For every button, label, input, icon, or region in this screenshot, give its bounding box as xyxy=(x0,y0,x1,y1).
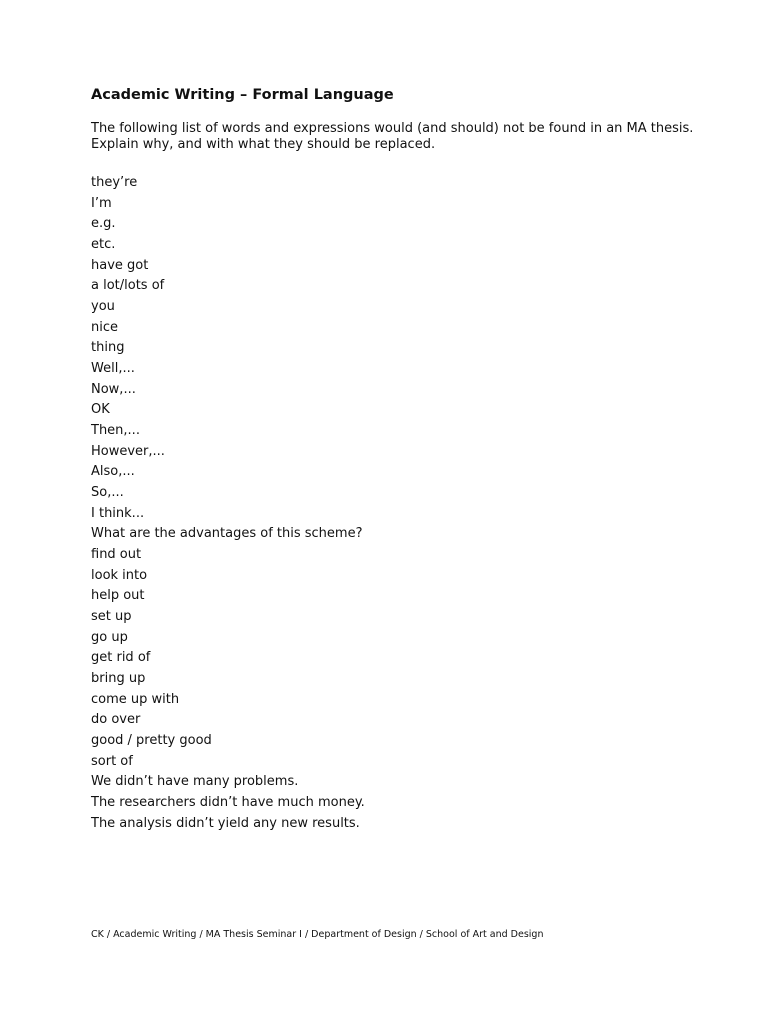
list-item: come up with xyxy=(91,691,180,707)
list-item: Well,... xyxy=(91,361,135,377)
list-item: nice xyxy=(91,319,118,335)
list-item: they’re xyxy=(91,175,138,190)
list-item: sort of xyxy=(91,753,133,769)
list-item: help out xyxy=(91,588,145,604)
list-item: set up xyxy=(91,609,132,625)
list-item: have got xyxy=(91,257,149,273)
list-item: However,... xyxy=(91,443,165,459)
list-item: you xyxy=(91,299,115,315)
list-item: get rid of xyxy=(91,650,151,666)
list-item: look into xyxy=(91,567,148,583)
list-item: OK xyxy=(91,402,110,418)
intro-line: Explain why, and with what they should be replaced. xyxy=(91,137,436,152)
list-item: good / pretty good xyxy=(91,733,212,749)
list-item: What are the advantages of this scheme? xyxy=(91,526,363,542)
list-item: The analysis didn’t yield any new results. xyxy=(91,815,360,831)
document-title: Academic Writing – Formal Language xyxy=(91,87,394,103)
list-item: Then,... xyxy=(91,423,140,439)
list-item: do over xyxy=(91,712,141,728)
list-item: thing xyxy=(91,340,125,356)
intro-paragraph xyxy=(91,121,731,153)
informal-expressions-list xyxy=(91,174,365,836)
list-item: So,... xyxy=(91,485,124,501)
list-item: a lot/lots of xyxy=(91,278,165,294)
list-item: I think... xyxy=(91,505,145,521)
list-item: Now,... xyxy=(91,381,136,397)
list-item: find out xyxy=(91,547,142,563)
page-footer: CK / Academic Writing / MA Thesis Seminar I / Department of Design / School of Art and Design xyxy=(91,929,544,940)
list-item: e.g. xyxy=(91,216,116,232)
list-item: etc. xyxy=(91,237,116,253)
list-item: Also,... xyxy=(91,464,135,480)
list-item: We didn’t have many problems. xyxy=(91,774,299,790)
list-item: go up xyxy=(91,629,128,645)
list-item: I’m xyxy=(91,195,112,211)
intro-line: The following list of words and expressions would (and should) not be found in an MA thesis. xyxy=(91,121,694,136)
list-item: bring up xyxy=(91,671,146,687)
list-item: The researchers didn’t have much money. xyxy=(91,795,365,811)
